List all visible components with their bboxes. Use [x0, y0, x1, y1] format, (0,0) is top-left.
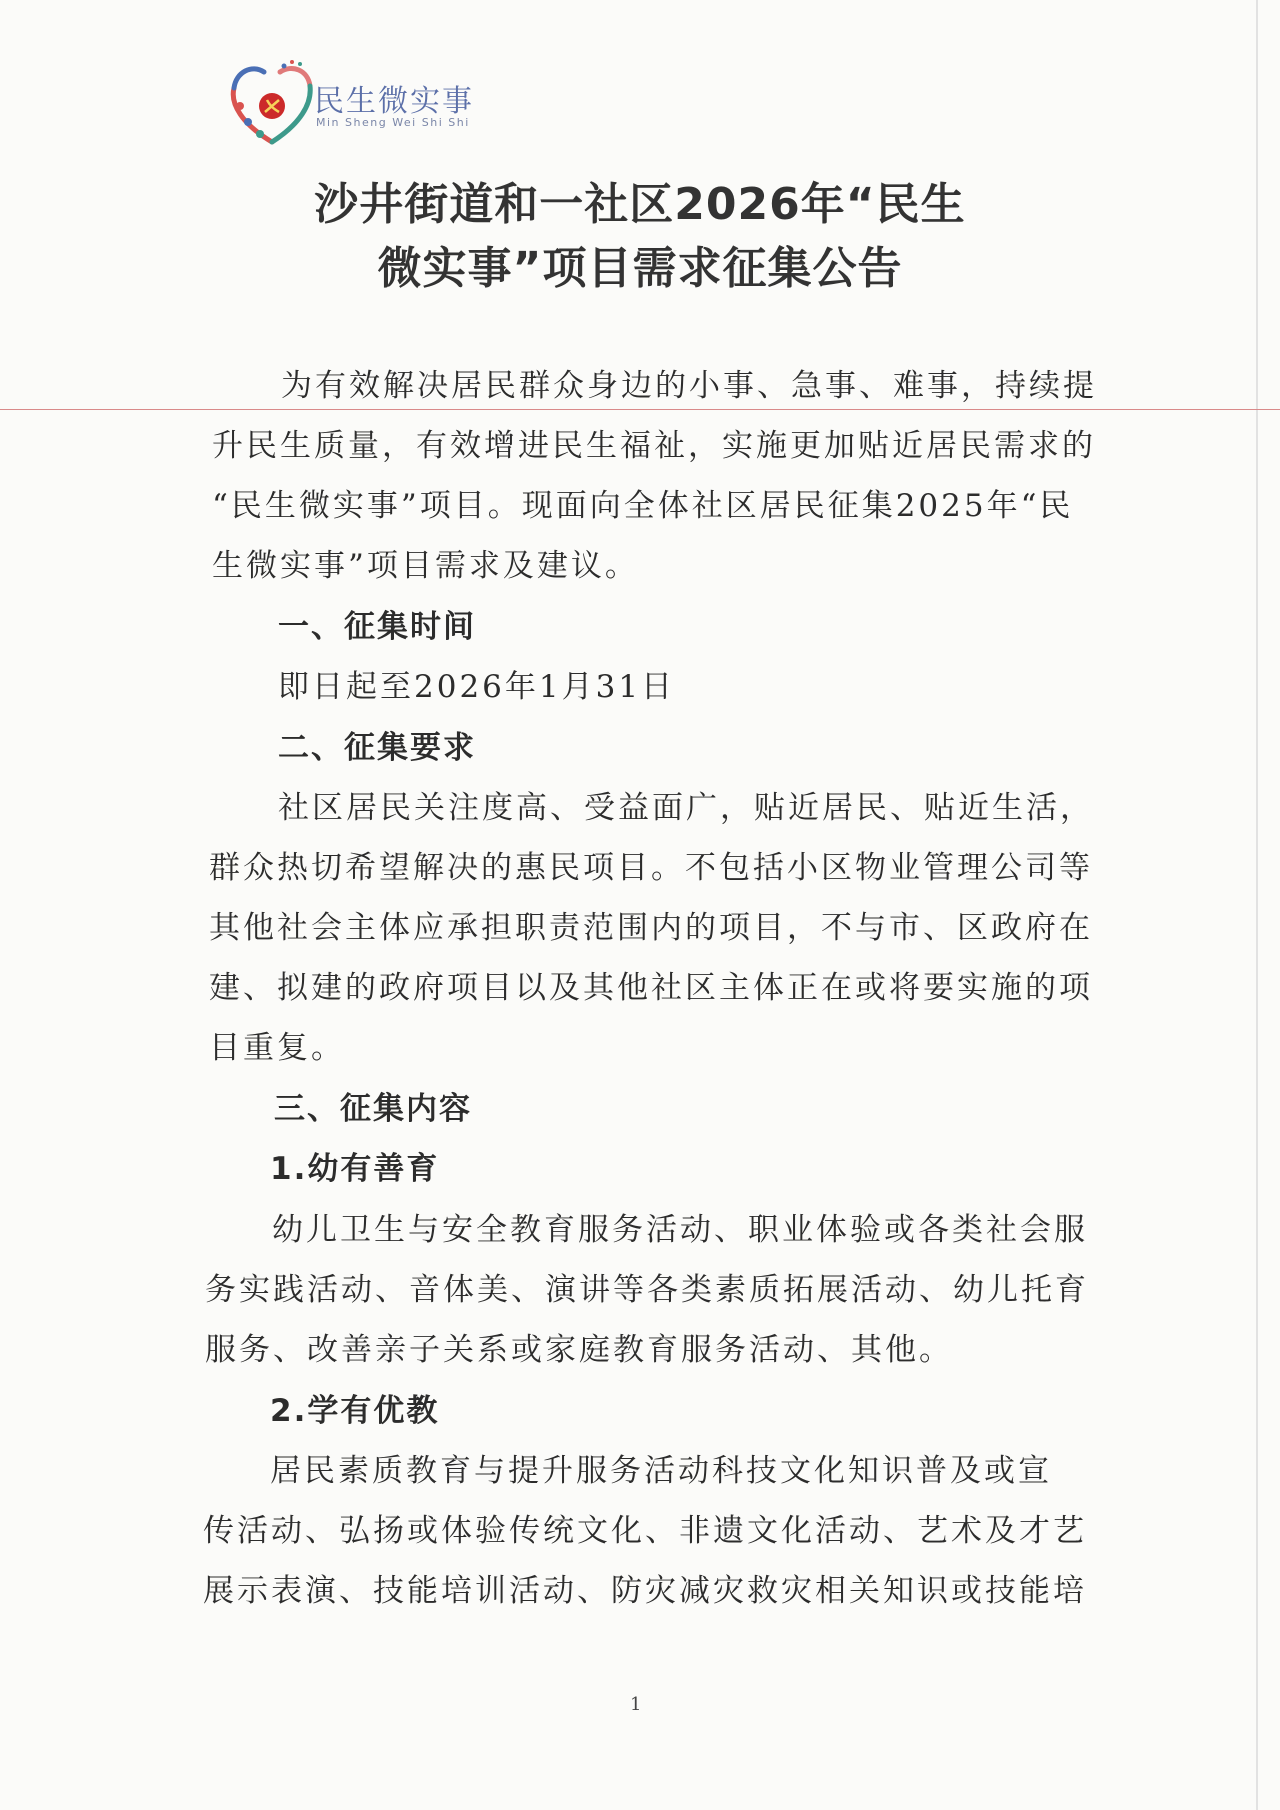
- section-line: 社区居民关注度高、受益面广，贴近居民、贴近生活，: [278, 790, 1094, 826]
- section-line: 其他社会主体应承担职责范围内的项目，不与市、区政府在: [209, 910, 1093, 946]
- section-line: 即日起至2026年1月31日: [278, 669, 676, 705]
- subsection-line: 传活动、弘扬或体验传统文化、非遗文化活动、艺术及才艺: [203, 1513, 1087, 1549]
- logo-name-cn: 民生微实事: [314, 84, 474, 119]
- intro-line: 生微实事”项目需求及建议。: [212, 548, 639, 584]
- subsection-line: 务实践活动、音体美、演讲等各类素质拓展活动、幼儿托育: [205, 1272, 1089, 1308]
- logo: [222, 54, 482, 154]
- subsection-line: 居民素质教育与提升服务活动科技文化知识普及或宣: [270, 1453, 1052, 1489]
- page-number: 1: [630, 1694, 642, 1715]
- subsection-heading-education: 2.学有优教: [270, 1393, 440, 1429]
- section-line: 群众热切希望解决的惠民项目。不包括小区物业管理公司等: [209, 850, 1093, 886]
- heart-logo-icon: [222, 54, 322, 154]
- subsection-heading-childcare: 1.幼有善育: [270, 1151, 440, 1187]
- logo-name-en: Min Sheng Wei Shi Shi: [316, 116, 470, 129]
- red-rule-line: [0, 409, 1280, 410]
- subsection-line: 服务、改善亲子关系或家庭教育服务活动、其他。: [205, 1332, 953, 1368]
- section-heading-collection-time: 一、征集时间: [278, 609, 476, 645]
- subsection-line: 幼儿卫生与安全教育服务活动、职业体验或各类社会服: [272, 1212, 1088, 1248]
- intro-line: 升民生质量，有效增进民生福祉，实施更加贴近居民需求的: [212, 428, 1096, 464]
- page-edge-line: [1256, 0, 1258, 1810]
- section-line: 目重复。: [209, 1030, 345, 1066]
- intro-line: “民生微实事”项目。现面向全体社区居民征集2025年“民: [212, 488, 1074, 524]
- document-title-line-1: 沙井街道和一社区2026年“民生: [314, 179, 966, 230]
- subsection-line: 展示表演、技能培训活动、防灾减灾救灾相关知识或技能培: [203, 1573, 1087, 1609]
- intro-line: 为有效解决居民群众身边的小事、急事、难事，持续提: [281, 368, 1097, 404]
- document-title-line-2: 微实事”项目需求征集公告: [377, 243, 903, 294]
- section-heading-content: 三、征集内容: [274, 1091, 472, 1127]
- section-line: 建、拟建的政府项目以及其他社区主体正在或将要实施的项: [209, 970, 1093, 1006]
- section-heading-requirements: 二、征集要求: [278, 730, 476, 766]
